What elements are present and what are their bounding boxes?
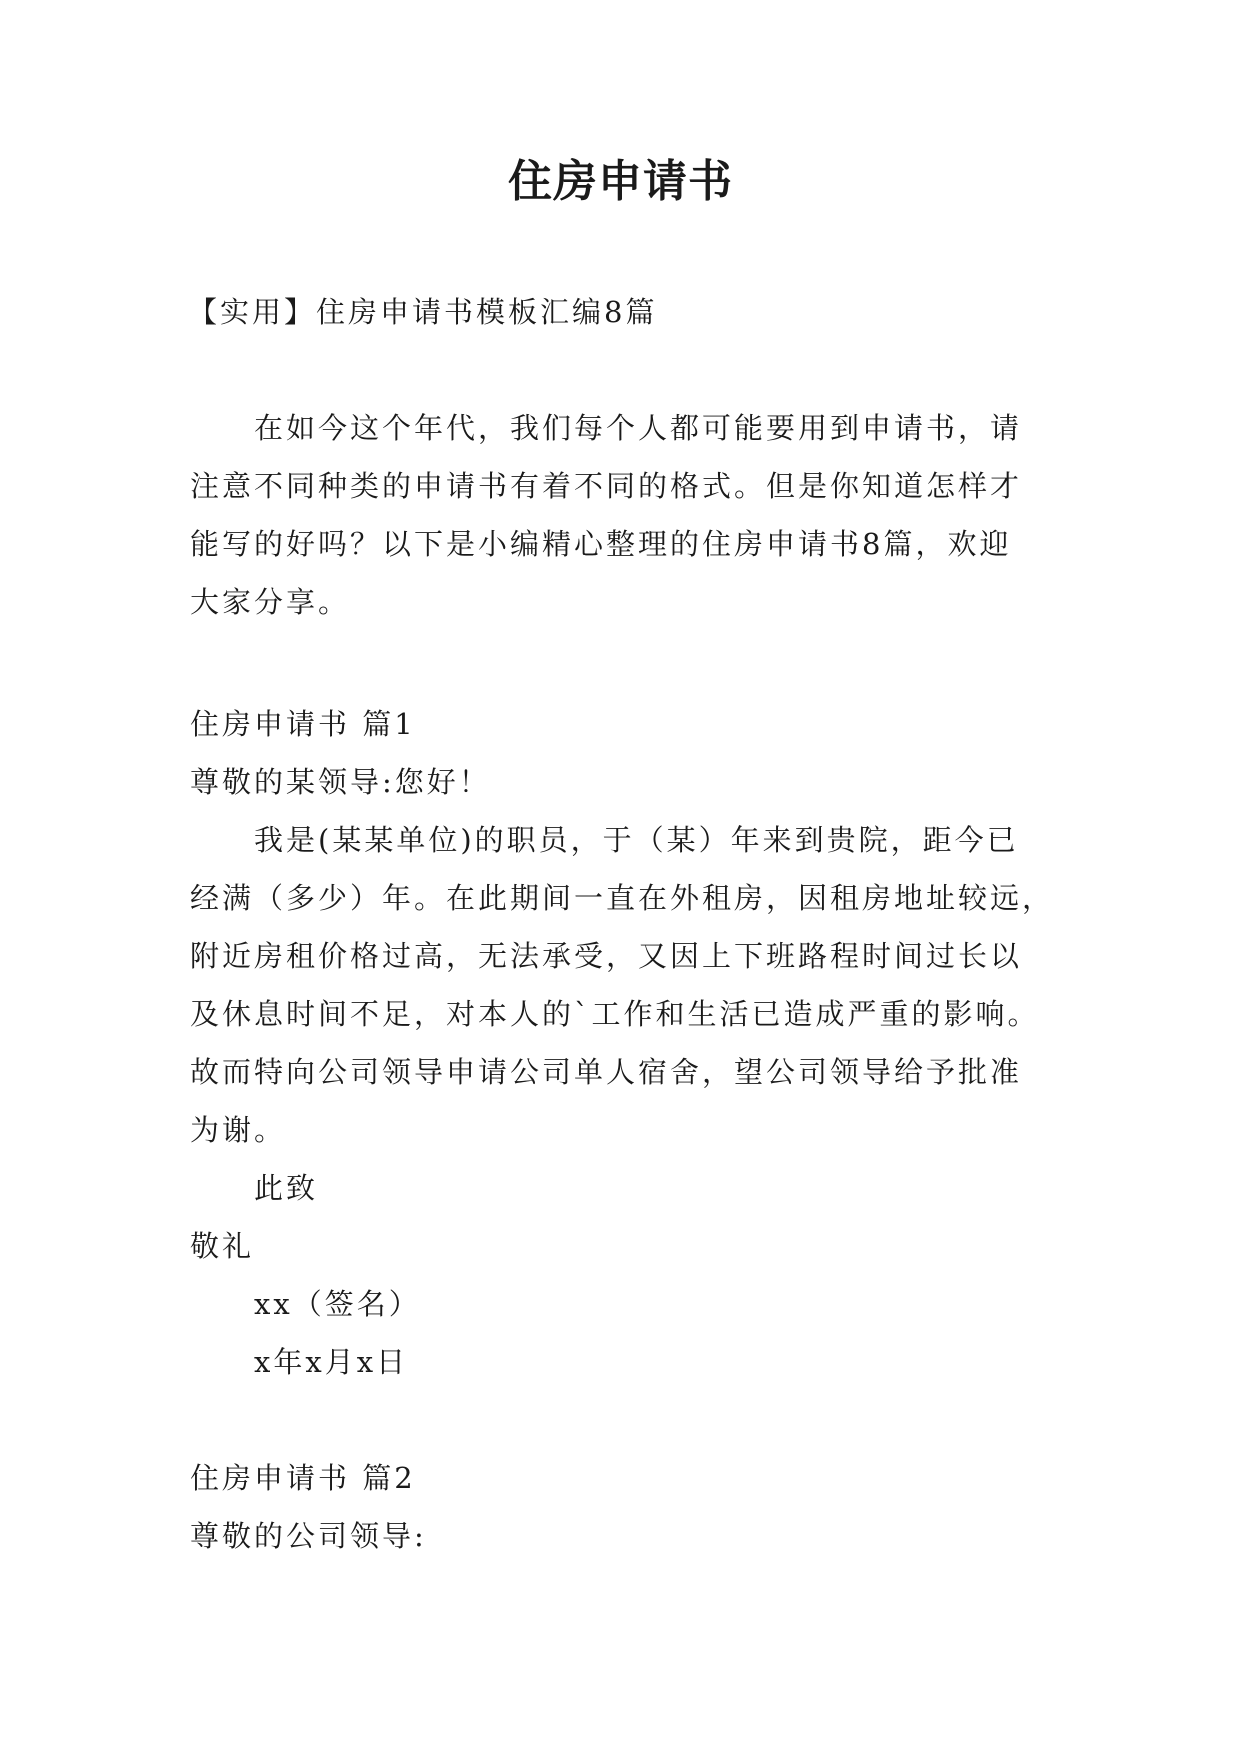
document-title: 住房申请书 (508, 156, 733, 207)
section-1 (190, 695, 1070, 1391)
section-1-date: x年x月x日 (254, 1345, 409, 1379)
document-subtitle: 【实用】住房申请书模板汇编8篇 (188, 295, 658, 329)
intro-line: 注意不同种类的申请书有着不同的格式。但是你知道怎样才 (190, 469, 1023, 503)
section-1-signature: xx（签名） (254, 1287, 421, 1321)
section-1-heading: 住房申请书 篇1 (190, 707, 416, 741)
intro-paragraph (190, 399, 1070, 631)
section-1-body-line: 附近房租价格过高，无法承受，又因上下班路程时间过长以 (190, 939, 1023, 973)
section-1-regards: 敬礼 (190, 1229, 255, 1263)
section-2 (190, 1449, 1070, 1565)
section-1-body-line: 为谢。 (190, 1113, 287, 1147)
section-1-closing: 此致 (254, 1171, 319, 1205)
intro-line: 在如今这个年代，我们每个人都可能要用到申请书，请 (254, 411, 1023, 445)
section-1-body-line: 我是(某某单位)的职员，于（某）年来到贵院，距今已 (254, 823, 1019, 857)
section-1-body-line: 及休息时间不足，对本人的`工作和生活已造成严重的影响。 (190, 997, 1040, 1031)
section-2-heading: 住房申请书 篇2 (190, 1461, 416, 1495)
intro-line: 大家分享。 (190, 585, 351, 619)
section-1-salutation: 尊敬的某领导:您好！ (190, 765, 491, 799)
section-1-body-line: 经满（多少）年。在此期间一直在外租房，因租房地址较远， (190, 881, 1055, 915)
intro-line: 能写的好吗？以下是小编精心整理的住房申请书8篇，欢迎 (190, 527, 1012, 561)
section-1-body-line: 故而特向公司领导申请公司单人宿舍，望公司领导给予批准 (190, 1055, 1023, 1089)
section-2-salutation: 尊敬的公司领导: (190, 1519, 427, 1553)
